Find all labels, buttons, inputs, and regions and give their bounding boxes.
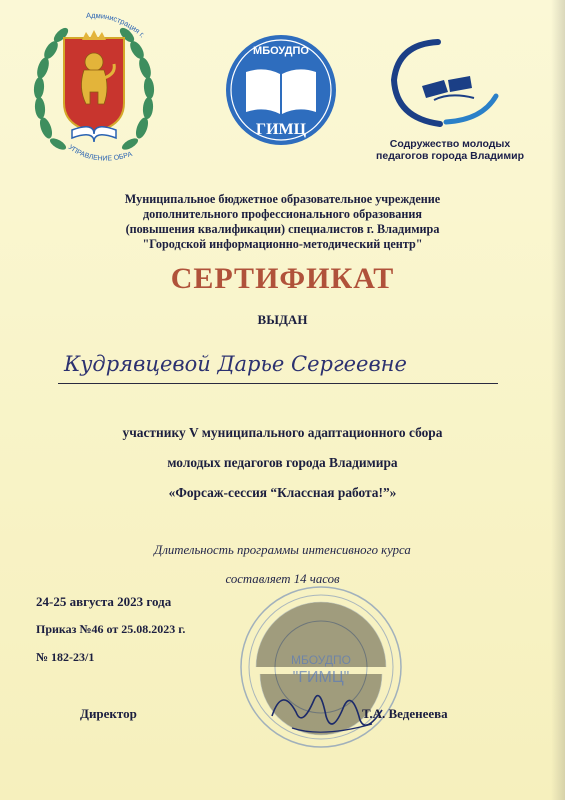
vladimir-administration-emblem bbox=[24, 8, 164, 173]
gimc-logo-top-text: МБОУДПО bbox=[253, 45, 309, 57]
organization-name bbox=[60, 192, 505, 252]
participant-line: «Форсаж-сессия “Классная работа!”» bbox=[168, 485, 397, 500]
event-date: 24-25 августа 2023 года bbox=[36, 594, 172, 609]
certificate-title: СЕРТИФИКАТ bbox=[170, 262, 395, 295]
issued-label: ВЫДАН bbox=[257, 312, 308, 327]
org-line: дополнительного профессионального образования bbox=[142, 207, 423, 221]
community-logo-caption bbox=[370, 138, 530, 162]
emblem-top-text: Администрация г. bbox=[85, 10, 147, 40]
community-caption-line-2: педагогов города Владимир bbox=[376, 150, 524, 162]
participant-line: молодых педагогов города Владимира bbox=[167, 455, 398, 470]
page-edge-shadow bbox=[551, 0, 565, 800]
certificate-number: № 182-23/1 bbox=[36, 650, 95, 664]
participant-description bbox=[40, 418, 525, 508]
gimc-logo-bottom-text: ГИМЦ bbox=[255, 121, 307, 138]
emblem-bottom-text: УПРАВЛЕНИЕ ОБРА bbox=[66, 143, 134, 163]
stamp-bottom-text: "ГИМЦ" bbox=[292, 669, 350, 686]
org-line: "Городской информационно-методический центр" bbox=[142, 237, 423, 251]
duration-line: Длительность программы интенсивного курса bbox=[154, 543, 411, 557]
participant-line: участнику V муниципального адаптационного сбора bbox=[122, 425, 443, 440]
order-reference: Приказ №46 от 25.08.2023 г. bbox=[36, 622, 186, 636]
director-label: Директор bbox=[80, 706, 137, 721]
stamp-top-text: МБОУДПО bbox=[291, 653, 351, 667]
duration-line: составляет 14 часов bbox=[225, 572, 340, 586]
org-line: (повышения квалификации) специалистов г. Владимира bbox=[125, 222, 440, 236]
young-teachers-community-logo bbox=[378, 30, 518, 130]
org-line: Муниципальное бюджетное образовательное учреждение bbox=[124, 192, 441, 206]
director-name: Т.А. Веденеева bbox=[362, 706, 448, 721]
community-caption-line-1: Содружество молодых bbox=[389, 138, 511, 150]
gimc-logo bbox=[224, 30, 339, 150]
recipient-name: Кудрявцевой Дарье Сергеевне bbox=[58, 352, 498, 384]
